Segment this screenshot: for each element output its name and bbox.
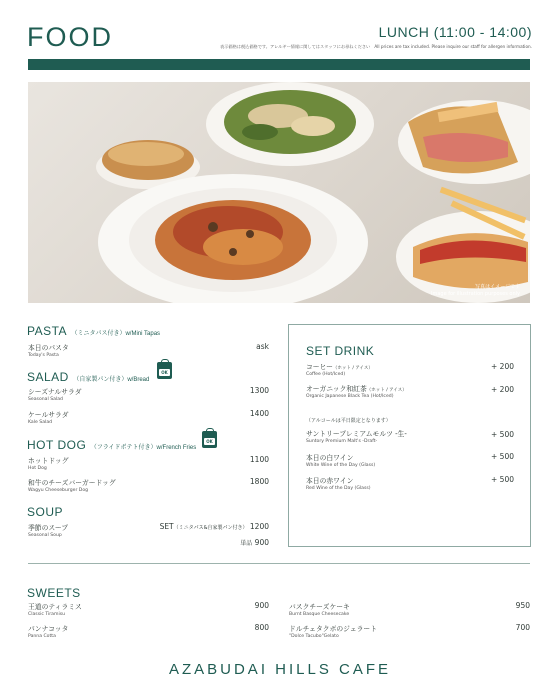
hotdog-subtitle: （フライドポテト付き）w/French Fries: [90, 445, 197, 451]
pasta-title: PASTA: [27, 324, 68, 338]
header-bar: [28, 59, 530, 70]
menu-item-kale-salad: [28, 409, 69, 425]
item-name-jp: 季節のスープ: [28, 524, 69, 532]
tax-allergen-notice: 表示価格は税込価格です。アレルギー情報に関してはスタッフにお尋ねください All prices are tax included. Please inquire our staff for allergen information.: [220, 44, 532, 49]
item-name-en: Burnt Basque Cheesecake: [289, 612, 350, 617]
soup-title: SOUP: [27, 505, 64, 519]
price-cheesecake: 950: [515, 601, 530, 610]
item-name-jp: 本日の白ワイン: [306, 454, 354, 462]
item-name-jp-small: （ホット / アイス）: [366, 388, 407, 393]
price-beer: + 500: [491, 430, 514, 439]
item-name-en: White Wine of the Day (Glass): [306, 463, 376, 468]
item-name-en: Hot Dog: [28, 466, 47, 471]
price-tea: + 200: [491, 385, 514, 394]
menu-item-today-pasta: [28, 342, 69, 358]
item-name-en: Suntory Premium Malt's -Draft-: [306, 439, 378, 444]
price-gelato: 700: [515, 623, 530, 632]
price-hot-dog: 1100: [249, 455, 269, 464]
price-wagyu-dog: 1800: [249, 477, 269, 486]
takeout-ok-icon: OK: [202, 431, 217, 448]
set-sub: （ミニタパス&自家製パン付き）: [173, 525, 248, 531]
price-coffee: + 200: [491, 362, 514, 371]
takeout-ok-icon: OK: [157, 362, 172, 379]
drink-item-coffee: [306, 361, 373, 377]
item-name-jp-small: （ホット / アイス）: [332, 366, 373, 371]
photo-caption-en: Image for illustration purposes only: [431, 290, 520, 297]
item-name-jp: シーズナルサラダ: [28, 388, 82, 396]
brand-footer: AZABUDAI HILLS CAFE: [168, 661, 392, 678]
single-label: 単品: [240, 540, 253, 547]
set-drink-heading: [306, 342, 374, 360]
item-name-en: Organic Japanese Black Tea (Hot/Iced): [306, 394, 394, 399]
drink-item-tea: [306, 383, 407, 399]
price-kale-salad: 1400: [249, 409, 269, 418]
soup-heading: [27, 503, 63, 521]
set-drink-title: SET DRINK: [306, 344, 375, 358]
sweets-heading: [27, 584, 81, 602]
section-divider: [28, 563, 530, 564]
sweets-item-cheesecake: [289, 601, 350, 617]
price-soup-set: [160, 522, 269, 531]
sweets-item-gelato: [289, 623, 377, 639]
item-name-jp: 本日の赤ワイン: [306, 477, 354, 485]
price-panna-cotta: 800: [254, 623, 269, 632]
menu-item-seasonal-salad: [28, 386, 82, 402]
item-name-en: Kale Salad: [28, 420, 53, 425]
pasta-subtitle: （ミニタパス付き）w/Mini Tapas: [71, 331, 161, 337]
price-soup-single: [240, 538, 269, 547]
set-label: SET: [159, 522, 174, 531]
item-name-en: Wagyu Cheeseburger Dog: [28, 488, 89, 493]
lunch-hours: LUNCH (11:00 - 14:00): [378, 24, 532, 40]
item-name-jp: 王道のティラミス: [28, 603, 82, 611]
item-name-jp: コーヒー: [306, 363, 333, 371]
item-name-en: Coffee (Hot/Iced): [306, 372, 346, 377]
single-price: 900: [254, 538, 269, 547]
item-name-en: Today's Pasta: [28, 353, 59, 358]
salad-subtitle: （自家製パン付き）w/Bread: [73, 377, 150, 383]
sweets-item-tiramisu: [28, 601, 82, 617]
salad-title: SALAD: [27, 370, 69, 384]
item-name-jp: 和牛のチーズバーガードッグ: [28, 479, 116, 487]
item-name-jp: バスクチーズケーキ: [289, 603, 350, 611]
menu-item-hot-dog: [28, 455, 69, 471]
pasta-heading: [27, 322, 160, 340]
price-today-pasta: ask: [256, 342, 269, 351]
item-name-jp: ドルチェタクボのジェラート: [289, 625, 378, 633]
item-name-jp: サントリープレミアムモルツ -生-: [306, 430, 407, 438]
item-name-jp: ホットドッグ: [28, 457, 69, 465]
item-name-en: Red Wine of the Day (Glass): [306, 486, 371, 491]
price-red-wine: + 500: [491, 475, 514, 484]
item-name-en: Seasonal Soup: [28, 533, 62, 538]
menu-item-seasonal-soup: [28, 522, 68, 538]
set-price: 1200: [249, 522, 269, 531]
salad-heading: [27, 368, 149, 386]
item-name-jp: 本日のパスタ: [28, 344, 69, 352]
food-photo: [28, 82, 530, 303]
item-name-en: Classic Tiramisu: [28, 612, 66, 617]
item-name-en: Seasonal Salad: [28, 397, 63, 402]
sweets-item-panna-cotta: [28, 623, 68, 639]
price-tiramisu: 900: [254, 601, 269, 610]
item-name-en: "Dolce Tacubo"Gelato: [289, 634, 339, 639]
price-white-wine: + 500: [491, 452, 514, 461]
item-name-jp: ケールサラダ: [28, 411, 69, 419]
page-title: FOOD: [27, 22, 113, 52]
hotdog-heading: [27, 436, 196, 454]
item-name-jp: オーガニック和紅茶: [306, 385, 367, 393]
sweets-title: SWEETS: [27, 586, 81, 600]
price-seasonal-salad: 1300: [249, 386, 269, 395]
drink-item-white-wine: [306, 452, 375, 468]
drink-item-beer: [306, 428, 407, 444]
menu-item-wagyu-dog: [28, 477, 116, 493]
item-name-jp: パンナコッタ: [28, 625, 69, 633]
alcohol-note: （アルコールは平日限定となります）: [306, 418, 391, 424]
drink-item-red-wine: [306, 475, 371, 491]
photo-caption-jp: 写真はイメージです: [475, 284, 520, 290]
hotdog-title: HOT DOG: [27, 438, 87, 452]
food-illustration: [28, 82, 530, 303]
photo-caption: [431, 284, 520, 297]
item-name-en: Panna Cotta: [28, 634, 56, 639]
